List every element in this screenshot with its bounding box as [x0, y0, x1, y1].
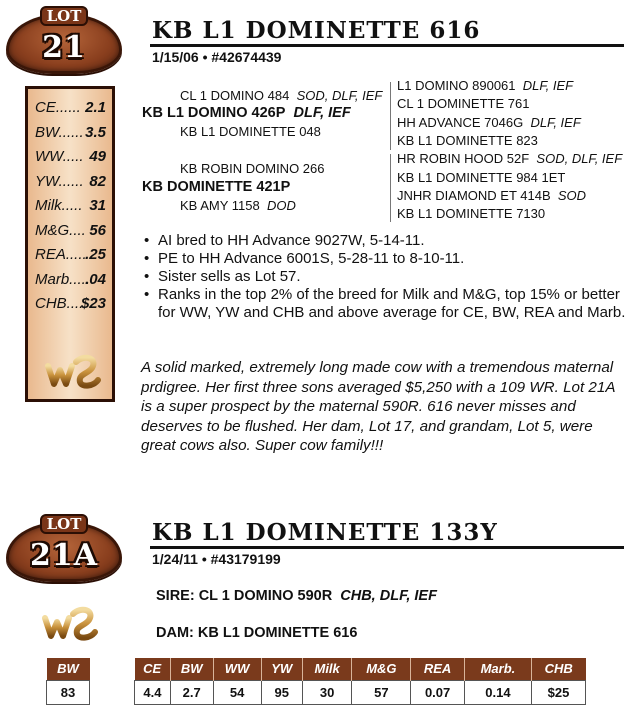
note-item: • Ranks in the top 2% of the breed for Milk and M&G, top 15% or better for WW, YW and CHB and above average for CE, BW, REA and Marb.: [144, 286, 626, 322]
note-item: • Sister sells as Lot 57.: [144, 268, 626, 286]
epd-row: [28, 191, 112, 216]
lot-badge: [6, 514, 122, 592]
epd-value: $23: [80, 295, 106, 312]
lot-label: LOT: [40, 6, 88, 26]
epd-label: Milk.....: [35, 197, 83, 214]
lot-number: 21A: [29, 538, 99, 573]
epd-row: [28, 93, 112, 118]
epd-value: 56: [89, 221, 106, 239]
epd-label: WW.....: [35, 148, 84, 165]
pedigree-ancestor: KB L1 DOMINETTE 984 1ET: [397, 169, 566, 185]
lot21a-dam: DAM: KB L1 DOMINETTE 616: [156, 625, 358, 641]
epd-list: [28, 89, 112, 314]
ranch-brand-icon: [40, 604, 102, 644]
epd-label: CE......: [35, 99, 81, 116]
epd-value: 3.5: [85, 123, 106, 141]
pedigree-ancestor: KB L1 DOMINETTE 823: [397, 132, 538, 148]
epd-value-cell: 2.7: [170, 680, 213, 704]
epd-label: BW......: [35, 123, 84, 141]
note-item: • PE to HH Advance 6001S, 5-28-11 to 8-10-11.: [144, 250, 626, 268]
epd-row: [28, 142, 112, 167]
epd-label: REA.....: [35, 246, 87, 263]
epd-value: 31: [89, 197, 106, 214]
epd-value: 49: [89, 148, 106, 165]
bw-table: [46, 658, 90, 705]
epd-value: 82: [89, 172, 106, 190]
sire-dam: KB L1 DOMINETTE 048: [180, 124, 321, 139]
epd-value-cell: 95: [261, 680, 302, 704]
lot21-title-rule: [150, 44, 624, 47]
lot-badge: [6, 6, 122, 84]
epd-header-cell: WW: [213, 658, 261, 680]
epd-row: [28, 216, 112, 241]
bw-table-header: BW: [47, 658, 90, 680]
epd-row: [28, 167, 112, 192]
epd-header-cell: M&G: [352, 658, 411, 680]
pedigree-ancestor: L1 DOMINO 890061 DLF, IEF: [397, 78, 574, 93]
pedigree-ancestor: KB L1 DOMINETTE 7130: [397, 206, 546, 222]
lot-number: 21: [42, 30, 86, 65]
pedigree-bracket: [390, 82, 391, 150]
epd-row: [28, 265, 112, 290]
sire: KB L1 DOMINO 426P DLF, IEF: [142, 105, 351, 121]
lot-label: LOT: [40, 514, 88, 534]
epd-value: .25: [85, 246, 106, 263]
dam-dam: KB AMY 1158 DOD: [180, 198, 296, 213]
epd-table-values: [135, 680, 586, 704]
epd-header-cell: BW: [170, 658, 213, 680]
note-item: • AI bred to HH Advance 9027W, 5-14-11.: [144, 232, 626, 250]
lot21a-subtitle: 1/24/11 • #43179199: [152, 551, 281, 567]
epd-value: .04: [85, 270, 106, 288]
epd-header-cell: REA: [411, 658, 465, 680]
dam-sire: KB ROBIN DOMINO 266: [180, 161, 325, 176]
epd-table: [134, 658, 586, 705]
epd-label: CHB....: [35, 295, 84, 312]
lot21a-title: KB L1 DOMINETTE 133Y: [152, 519, 498, 546]
epd-header-cell: CE: [135, 658, 171, 680]
epd-value-cell: 57: [352, 680, 411, 704]
bw-table-value: 83: [47, 680, 90, 704]
epd-header-cell: CHB: [531, 658, 585, 680]
lot21-subtitle: 1/15/06 • #42674439: [152, 49, 282, 65]
epd-value-cell: 0.14: [464, 680, 531, 704]
epd-value-cell: 4.4: [135, 680, 171, 704]
epd-value: 2.1: [85, 99, 106, 116]
dam: KB DOMINETTE 421P: [142, 179, 291, 195]
pedigree-bracket: [390, 154, 391, 222]
lot21-description: A solid marked, extremely long made cow with a tremendous maternal prdigree. Her first three sons averaged $5,250 with a 109 WR. Lot 21A is a super prospect by the maternal 590R. 616 never misses and deserves to be flushed. Her dam, Lot 17, and grandam, Lot 5, were great cows also. Super cow family!!!: [141, 359, 615, 454]
epd-label: M&G....: [35, 221, 86, 239]
pedigree-ancestor: CL 1 DOMINETTE 761: [397, 96, 530, 112]
epd-label: Marb.....: [35, 270, 91, 288]
epd-header-cell: Marb.: [464, 658, 531, 680]
pedigree-ancestor: JNHR DIAMOND ET 414B SOD: [397, 187, 587, 203]
epd-row: [28, 289, 112, 314]
lot21a-sire: SIRE: CL 1 DOMINO 590R CHB, DLF, IEF: [156, 588, 437, 604]
epd-row: [28, 118, 112, 143]
epd-header-cell: Milk: [302, 658, 351, 680]
pedigree-ancestor: HR ROBIN HOOD 52F SOD, DLF, IEF: [397, 151, 623, 167]
notes-list: [144, 232, 626, 322]
epd-value-cell: 0.07: [411, 680, 465, 704]
pedigree-ancestor: HH ADVANCE 7046G DLF, IEF: [397, 114, 581, 130]
epd-value-cell: $25: [531, 680, 585, 704]
ranch-brand-icon: [44, 352, 104, 392]
epd-value-cell: 30: [302, 680, 351, 704]
epd-label: YW......: [35, 172, 84, 190]
epd-row: [28, 240, 112, 265]
epd-value-cell: 54: [213, 680, 261, 704]
epd-header-cell: YW: [261, 658, 302, 680]
lot21a-title-rule: [150, 546, 624, 549]
epd-table-header: [135, 658, 586, 680]
lot21-title: KB L1 DOMINETTE 616: [152, 17, 481, 44]
sire-sire: CL 1 DOMINO 484 SOD, DLF, IEF: [180, 88, 383, 103]
